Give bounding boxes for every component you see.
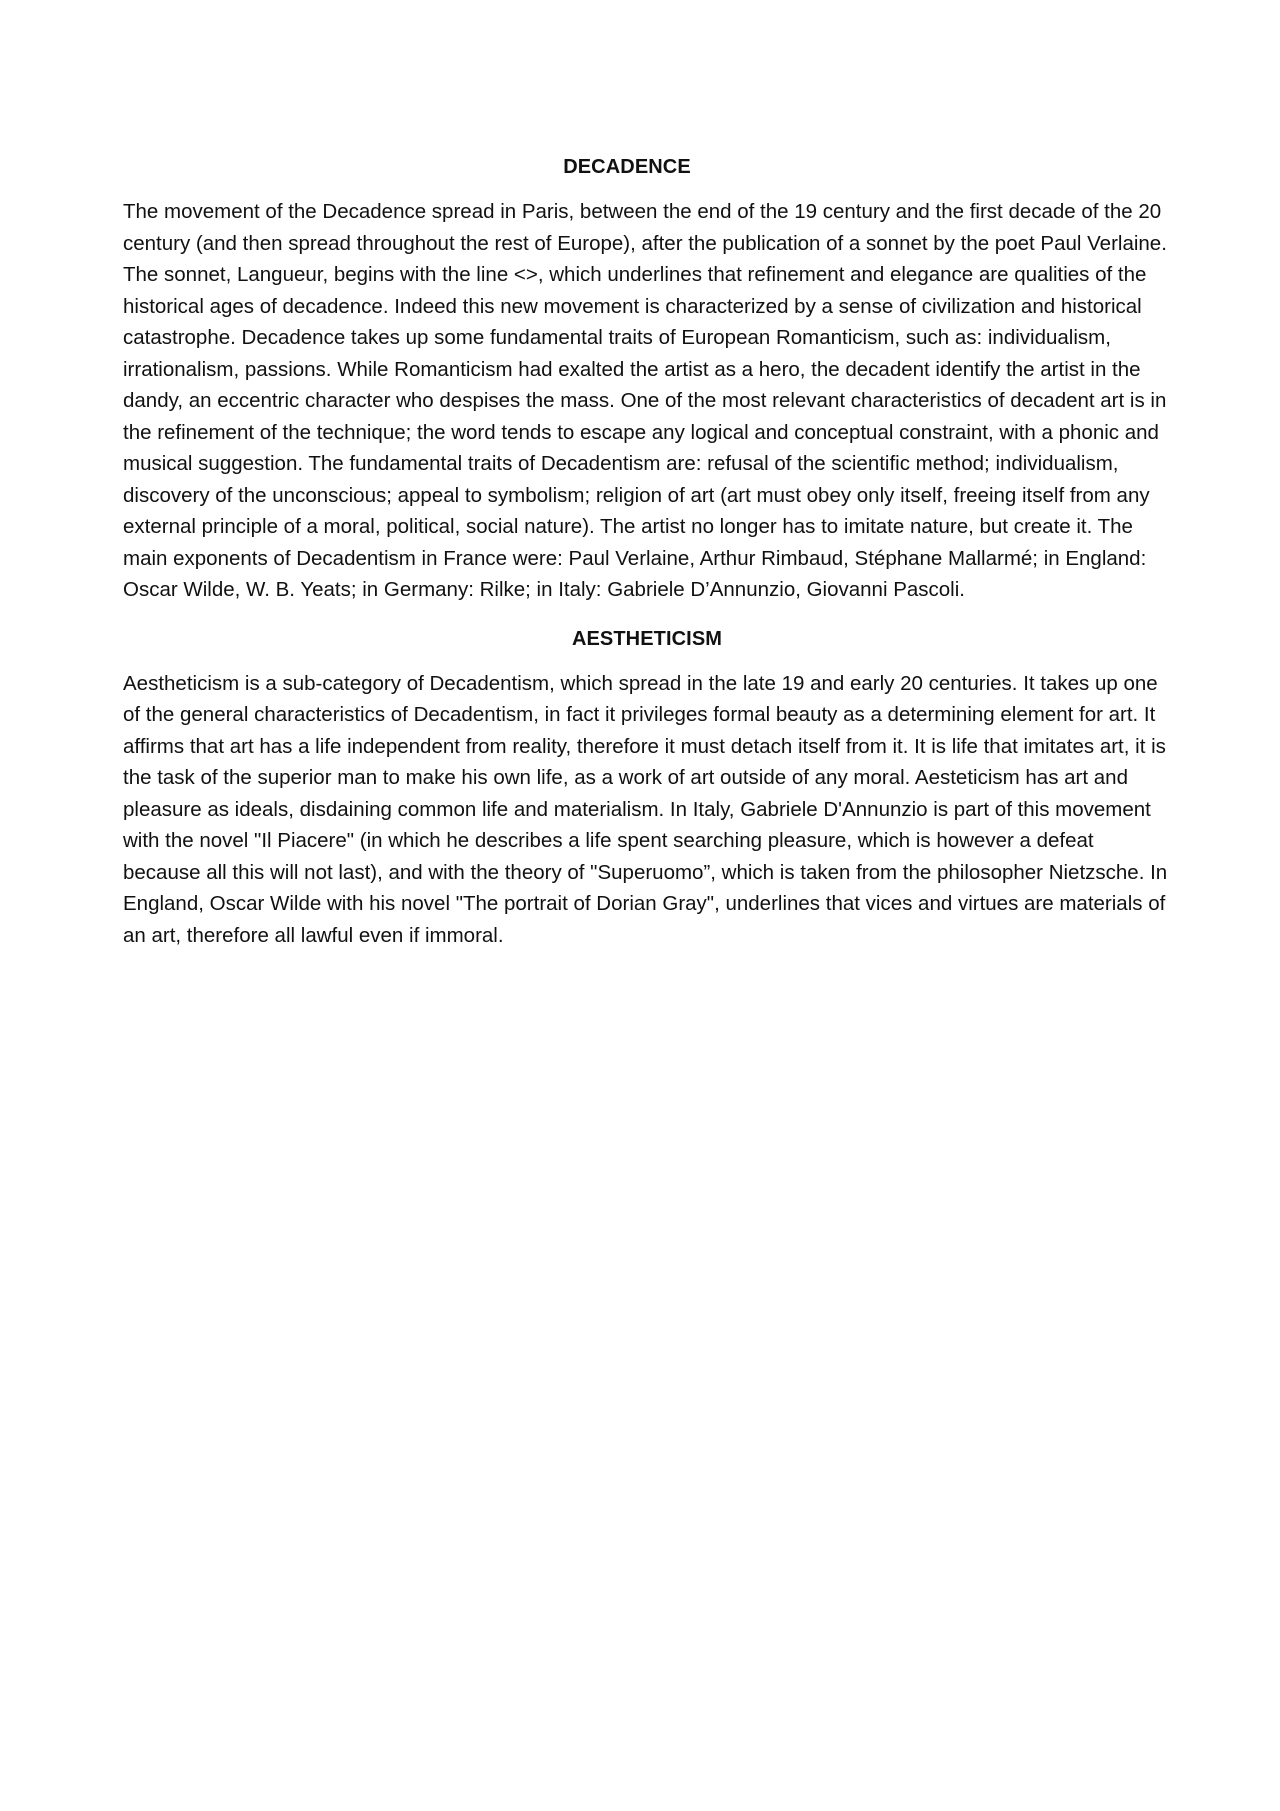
section-body-aestheticism: Aestheticism is a sub-category of Decadentism, which spread in the late 19 and early 20 centuries. It takes up one of the general characteristics of Decadentism, in fact it privileges formal beauty as a determining element for art. It affirms that art has a life independent from reality, therefore it must detach itself from it. It is life that imitates art, it is the task of the superior man to make his own life, as a work of art outside of any moral. Aesteticism has art and pleasure as ideals, disdaining common life and materialism. In Italy, Gabriele D'Annunzio is part of this movement with the novel "Il Piacere" (in which he describes a life spent searching pleasure, which is however a defeat because all this will not last), and with the theory of "Superuomo”, which is taken from the philosopher Nietzsche. In England, Oscar Wilde with his novel "The portrait of Dorian Gray", underlines that vices and virtues are materials of an art, therefore all lawful even if immoral. xyxy=(123,671,1168,947)
document-content xyxy=(123,152,1171,951)
section-heading-decadence: DECADENCE xyxy=(563,156,691,178)
section-heading-aestheticism: AESTHETICISM xyxy=(571,627,723,650)
section-body-decadence: The movement of the Decadence spread in Paris, between the end of the 19 century and the first decade of the 20 century (and then spread throughout the rest of Europe), after the publication of a sonnet by the poet Paul Verlaine. The sonnet, Langueur, begins with the line <>, which underlines that refinement and elegance are qualities of the historical ages of decadence. Indeed this new movement is characterized by a sense of civilization and historical catastrophe. Decadence takes up some fundamental traits of European Romanticism, such as: individualism, irrationalism, passions. While Romanticism had exalted the artist as a hero, the decadent identify the artist in the dandy, an eccentric character who despises the mass. One of the most relevant characteristics of decadent art is in the refinement of the technique; the word tends to escape any logical and conceptual constraint, with a phonic and musical suggestion. The fundamental traits of Decadentism are: refusal of the scientific method; individualism, discovery of the unconscious; appeal to symbolism; religion of art (art must obey only itself, freeing itself from any external principle of a moral, political, social nature). The artist no longer has to imitate nature, but create it. The main exponents of Decadentism in France were: Paul Verlaine, Arthur Rimbaud, Stéphane Mallarmé; in England: Oscar Wilde, W. B. Yeats; in Germany: Rilke; in Italy: Gabriele D’Annunzio, Giovanni Pascoli. xyxy=(123,200,1167,601)
